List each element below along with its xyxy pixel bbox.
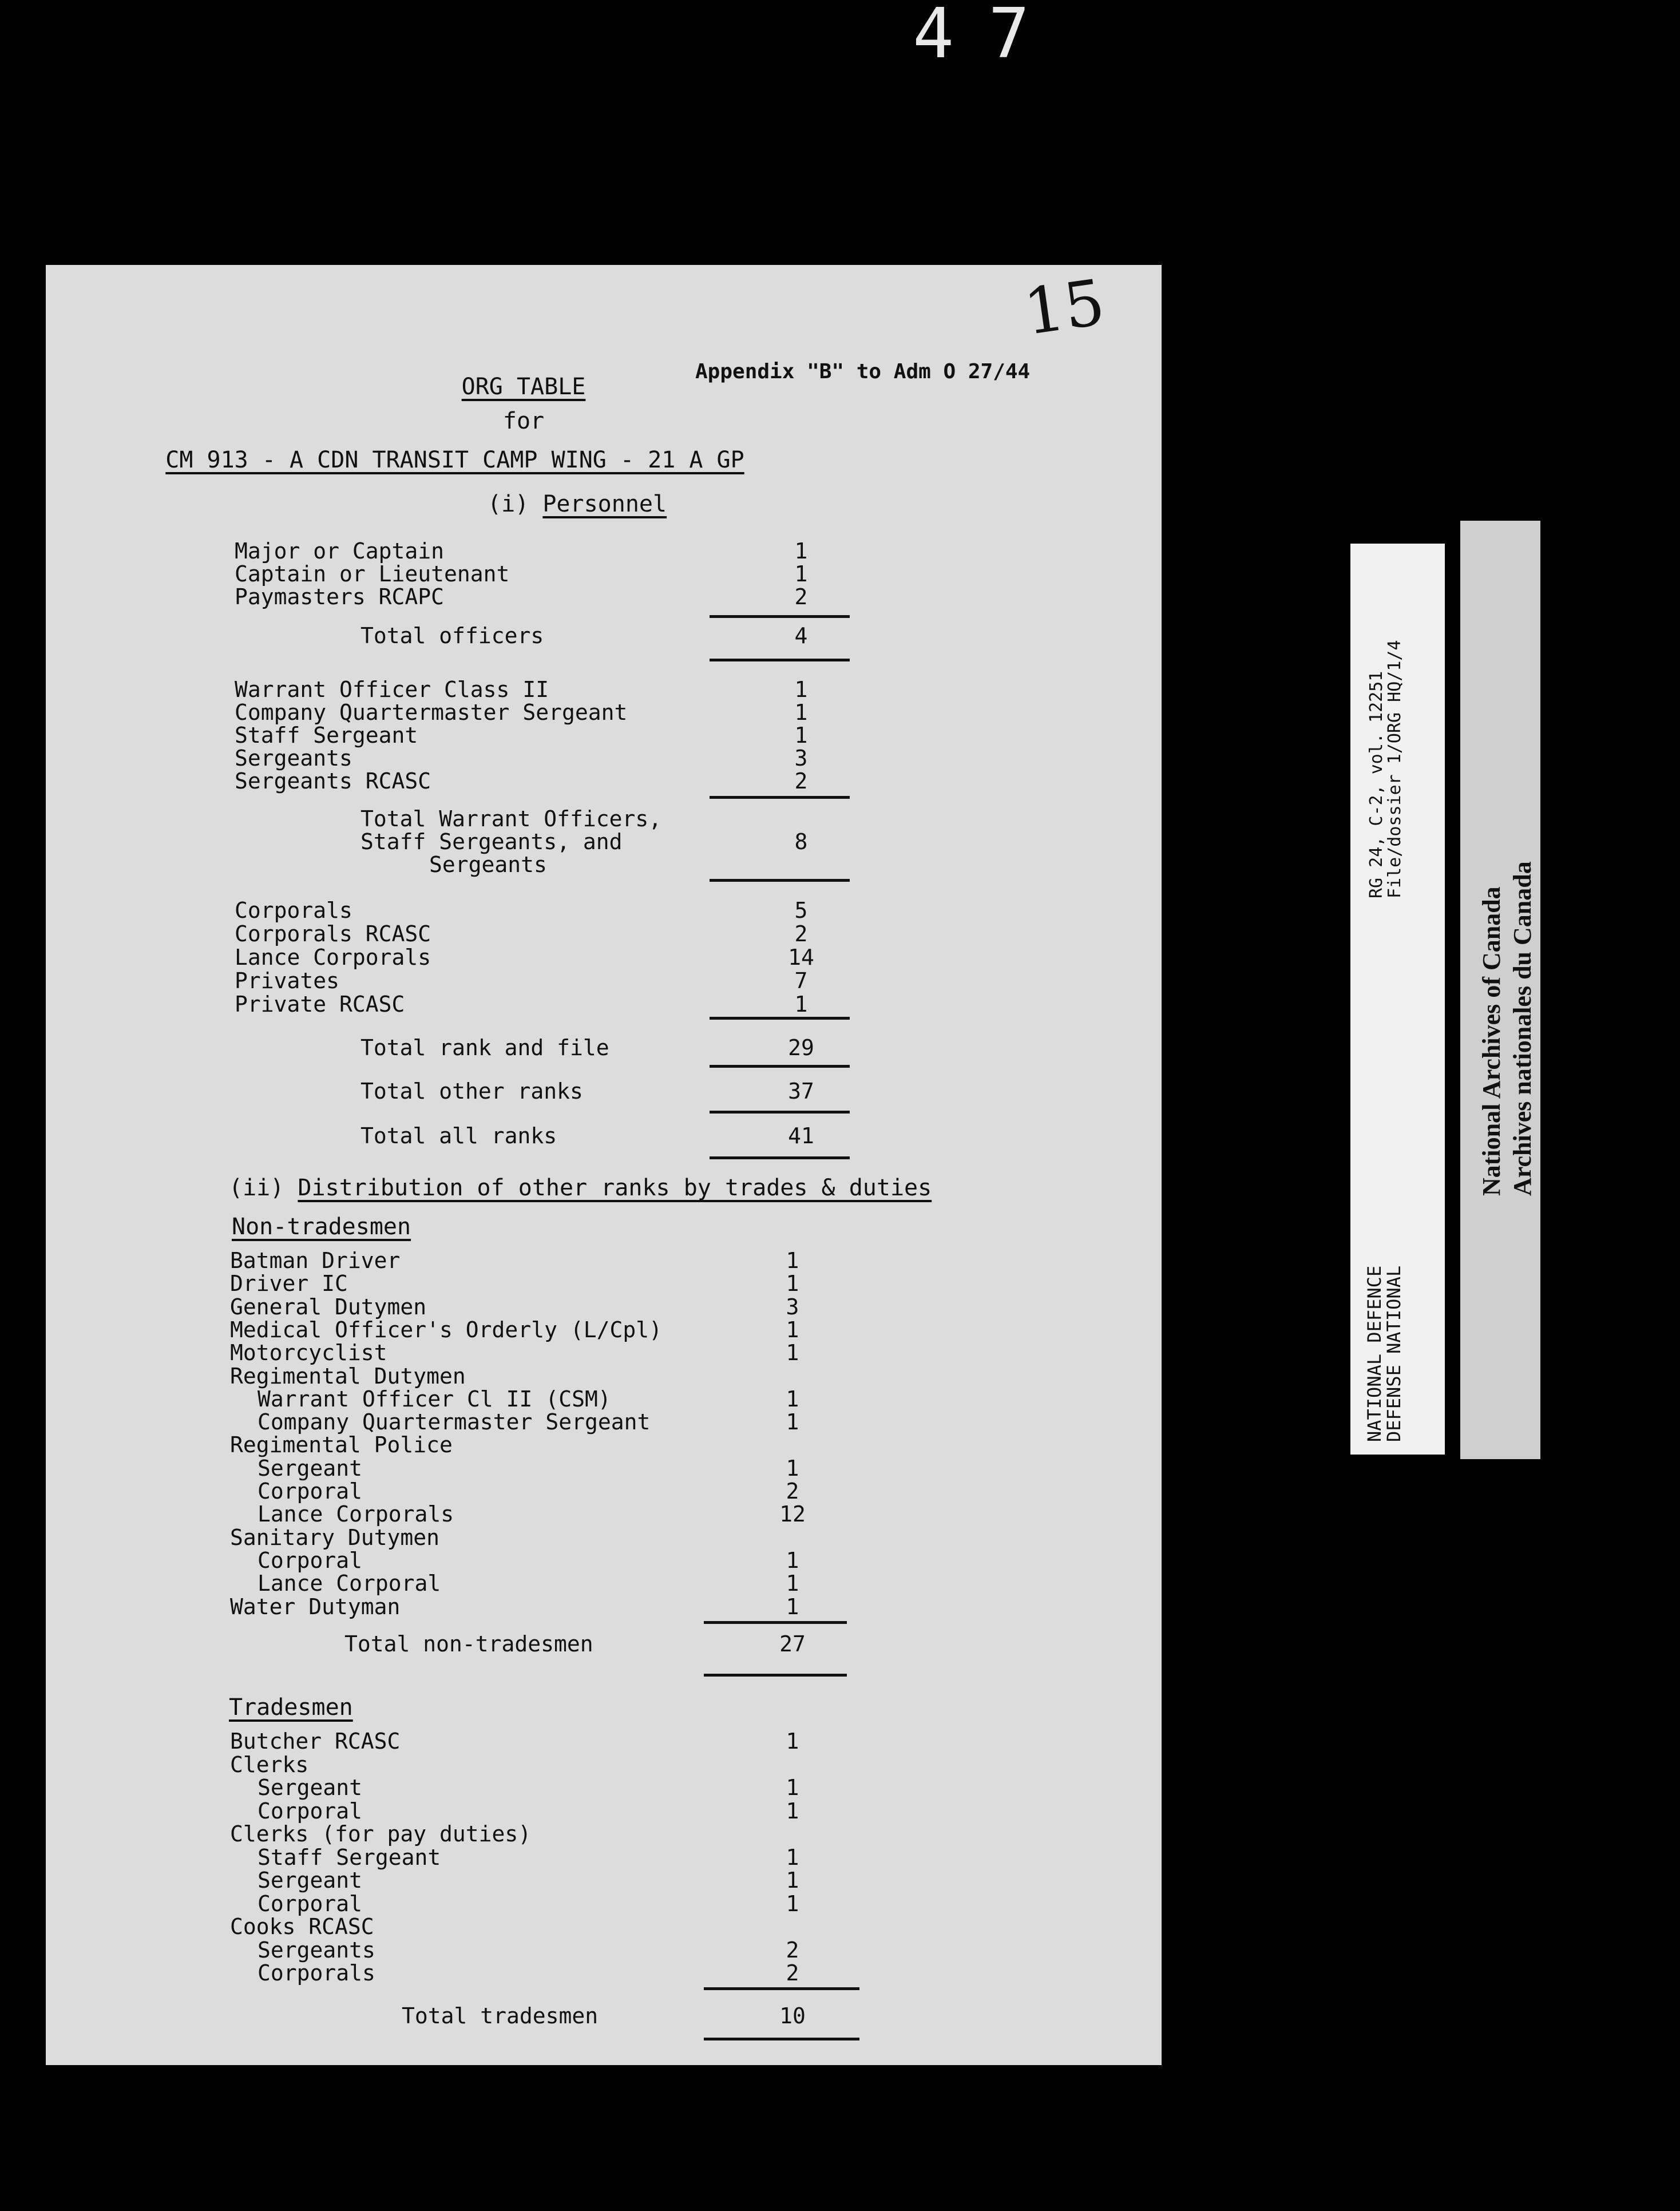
row-label: Corporals [257,1960,375,1986]
row-label: Medical Officer's Orderly (L/Cpl) [230,1317,662,1342]
row-value: 1 [786,1386,799,1412]
total-rule [710,1065,850,1068]
archive-label-defence [1350,544,1445,1455]
table-row [230,1433,1031,1456]
row-label: Clerks [230,1752,309,1777]
document-page [46,265,1162,2065]
table-row [235,678,1036,701]
nac-label-text: National Archives of Canada Archives nationales du Canada [1477,861,1536,1196]
row-label: Lance Corporals [235,945,431,970]
row-value: 1 [786,1844,799,1870]
row-label: Corporal [257,1547,363,1573]
reference-label-text: RG 24, C-2, vol. 12251 File/dossier 1/ORG HQ/1/4 [1366,640,1405,898]
table-row [235,585,1036,608]
row-label: Total tradesmen [402,2003,599,2028]
total-rule [710,1156,850,1159]
row-label: Total Warrant Officers, [360,806,662,831]
table-row [235,993,1036,1016]
row-label: Staff Sergeant [257,1844,441,1870]
row-label: Private RCASC [235,992,405,1017]
table-row [235,747,1036,770]
table-row [230,1915,1031,1938]
row-value: 2 [786,1960,799,1986]
row-value: 1 [786,1455,799,1481]
row-label: Total non-tradesmen [344,1631,593,1657]
table-row [230,1572,1031,1595]
total-nco-line3 [429,853,1162,876]
row-label: Total all ranks [360,1123,557,1148]
row-value: 1 [786,1891,799,1916]
row-label: Total rank and file [360,1035,609,1060]
table-row [230,1800,1031,1822]
table-row [235,899,1036,922]
row-value: 2 [794,921,808,946]
row-label: Company Quartermaster Sergeant [257,1409,651,1435]
table-row [230,1388,1031,1410]
total-nco-line1 [360,807,1162,830]
table-row [235,540,1036,562]
total-rule [704,2038,859,2040]
row-label: Cooks RCASC [230,1914,374,1939]
table-row [230,1962,1031,1984]
row-label: Sergeants [235,746,352,771]
row-label: Sergeants [257,1937,375,1963]
row-label: Butcher RCASC [230,1729,401,1754]
table-row [235,922,1036,945]
title-for: for [502,408,545,434]
frame-marks: 47 [913,0,1064,74]
row-value: 27 [779,1631,806,1657]
table-row [230,1776,1031,1799]
row-value: 1 [786,1594,799,1619]
non-tradesmen-heading: Non-tradesmen [232,1214,411,1240]
total-rank-file-row [360,1036,1162,1059]
table-row [230,1365,1031,1388]
row-value: 29 [788,1035,814,1060]
tradesmen-heading: Tradesmen [229,1694,353,1721]
row-value: 2 [786,1937,799,1963]
archive-label-nac [1460,521,1540,1459]
row-value: 2 [794,768,808,794]
row-label: Sergeants [429,852,547,877]
row-label: Staff Sergeant [235,723,418,748]
table-row [235,946,1036,969]
total-rule [704,1987,859,1990]
table-row [235,969,1036,992]
row-label: Privates [235,968,340,993]
section-personnel-heading: (i) Personnel [488,491,667,517]
row-value: 2 [794,584,808,609]
row-label: Sergeants RCASC [235,768,431,794]
table-row [230,1272,1031,1295]
row-value: 8 [794,829,808,854]
total-rule [710,1111,850,1114]
row-label: Captain or Lieutenant [235,561,510,587]
total-nco-line2 [360,830,1162,853]
table-row [230,1753,1031,1776]
row-value: 1 [786,1271,799,1297]
row-label: Sergeant [257,1455,363,1481]
row-value: 2 [786,1479,799,1504]
row-value: 1 [794,723,808,748]
row-value: 1 [786,1547,799,1573]
row-value: 41 [788,1123,814,1148]
row-label: Corporal [257,1891,363,1916]
table-row [230,1457,1031,1480]
total-all-ranks-row [360,1124,1162,1147]
table-row [235,770,1036,793]
row-value: 1 [786,1729,799,1754]
table-row [235,701,1036,724]
table-row [230,1549,1031,1572]
row-value: 1 [794,538,808,564]
row-label: Corporal [257,1798,363,1824]
row-value: 1 [794,561,808,587]
row-value: 1 [794,700,808,725]
total-rule [704,1621,847,1624]
table-row [230,1480,1031,1503]
row-label: Corporal [257,1479,363,1504]
row-label: Sergeant [257,1775,363,1800]
row-value: 5 [794,898,808,923]
row-label: Sergeant [257,1868,363,1893]
row-value: 1 [786,1571,799,1596]
row-label: Staff Sergeants, and [360,829,623,854]
row-label: General Dutymen [230,1294,427,1320]
row-value: 1 [786,1798,799,1824]
total-rule [710,659,850,661]
row-value: 1 [786,1868,799,1893]
row-label: Sanitary Dutymen [230,1524,440,1550]
row-value: 3 [786,1294,799,1320]
table-row [235,724,1036,747]
total-rule [710,1017,850,1020]
row-label: Water Dutyman [230,1594,401,1619]
row-label: Total officers [360,623,544,648]
row-value: 1 [786,1340,799,1366]
total-officers-row [360,624,1162,647]
table-row [230,1595,1031,1618]
row-value: 1 [786,1317,799,1342]
total-rule [710,615,850,618]
handwritten-page-number: 15 [1019,265,1110,350]
row-value: 1 [794,677,808,702]
row-label: Regimental Dutymen [230,1363,466,1389]
row-value: 14 [788,945,814,970]
table-row [230,1526,1031,1549]
row-label: Batman Driver [230,1248,401,1273]
row-label: Lance Corporals [257,1501,454,1527]
total-rule [710,796,850,799]
row-label: Corporals [235,898,352,923]
table-row [230,1341,1031,1364]
row-value: 4 [794,623,808,648]
table-row [230,1249,1031,1272]
row-value: 10 [779,2003,806,2028]
row-value: 1 [786,1248,799,1273]
row-value: 1 [794,992,808,1017]
table-row [230,1318,1031,1341]
table-row [230,1503,1031,1525]
row-value: 1 [786,1775,799,1800]
row-value: 12 [779,1501,806,1527]
row-label: Clerks (for pay duties) [230,1821,532,1847]
row-value: 3 [794,746,808,771]
table-row [230,1410,1031,1433]
table-row [230,1822,1031,1845]
total-other-ranks-row [360,1080,1162,1103]
table-row [230,1939,1031,1962]
defence-label-text: NATIONAL DEFENCE DEFENSE NATIONAL [1364,1265,1405,1442]
row-value: 37 [788,1079,814,1104]
table-row [230,1730,1031,1753]
title-org-table: ORG TABLE [461,374,586,400]
total-non-tradesmen-row [344,1633,1146,1655]
table-row [230,1869,1031,1892]
appendix-reference: Appendix "B" to Adm O 27/44 [695,360,1031,383]
total-rule [710,879,850,882]
row-label: Company Quartermaster Sergeant [235,700,628,725]
row-label: Major or Captain [235,538,445,564]
row-value: 1 [786,1409,799,1435]
total-tradesmen-row [402,2004,1162,2027]
section-distribution-heading: (ii) Distribution of other ranks by trades & duties [229,1175,932,1201]
row-label: Lance Corporal [257,1571,441,1596]
row-label: Paymasters RCAPC [235,584,445,609]
row-label: Motorcyclist [230,1340,387,1366]
row-label: Warrant Officer Class II [235,677,549,702]
table-row [230,1892,1031,1915]
table-row [230,1295,1031,1318]
title-unit: CM 913 - A CDN TRANSIT CAMP WING - 21 A GP [165,447,744,473]
row-label: Driver IC [230,1271,348,1297]
row-label: Regimental Police [230,1432,453,1458]
table-row [235,562,1036,585]
total-rule [704,1674,847,1677]
row-label: Corporals RCASC [235,921,431,946]
row-value: 7 [794,968,808,993]
row-label: Warrant Officer Cl II (CSM) [257,1386,611,1412]
table-row [230,1846,1031,1869]
row-label: Total other ranks [360,1079,583,1104]
